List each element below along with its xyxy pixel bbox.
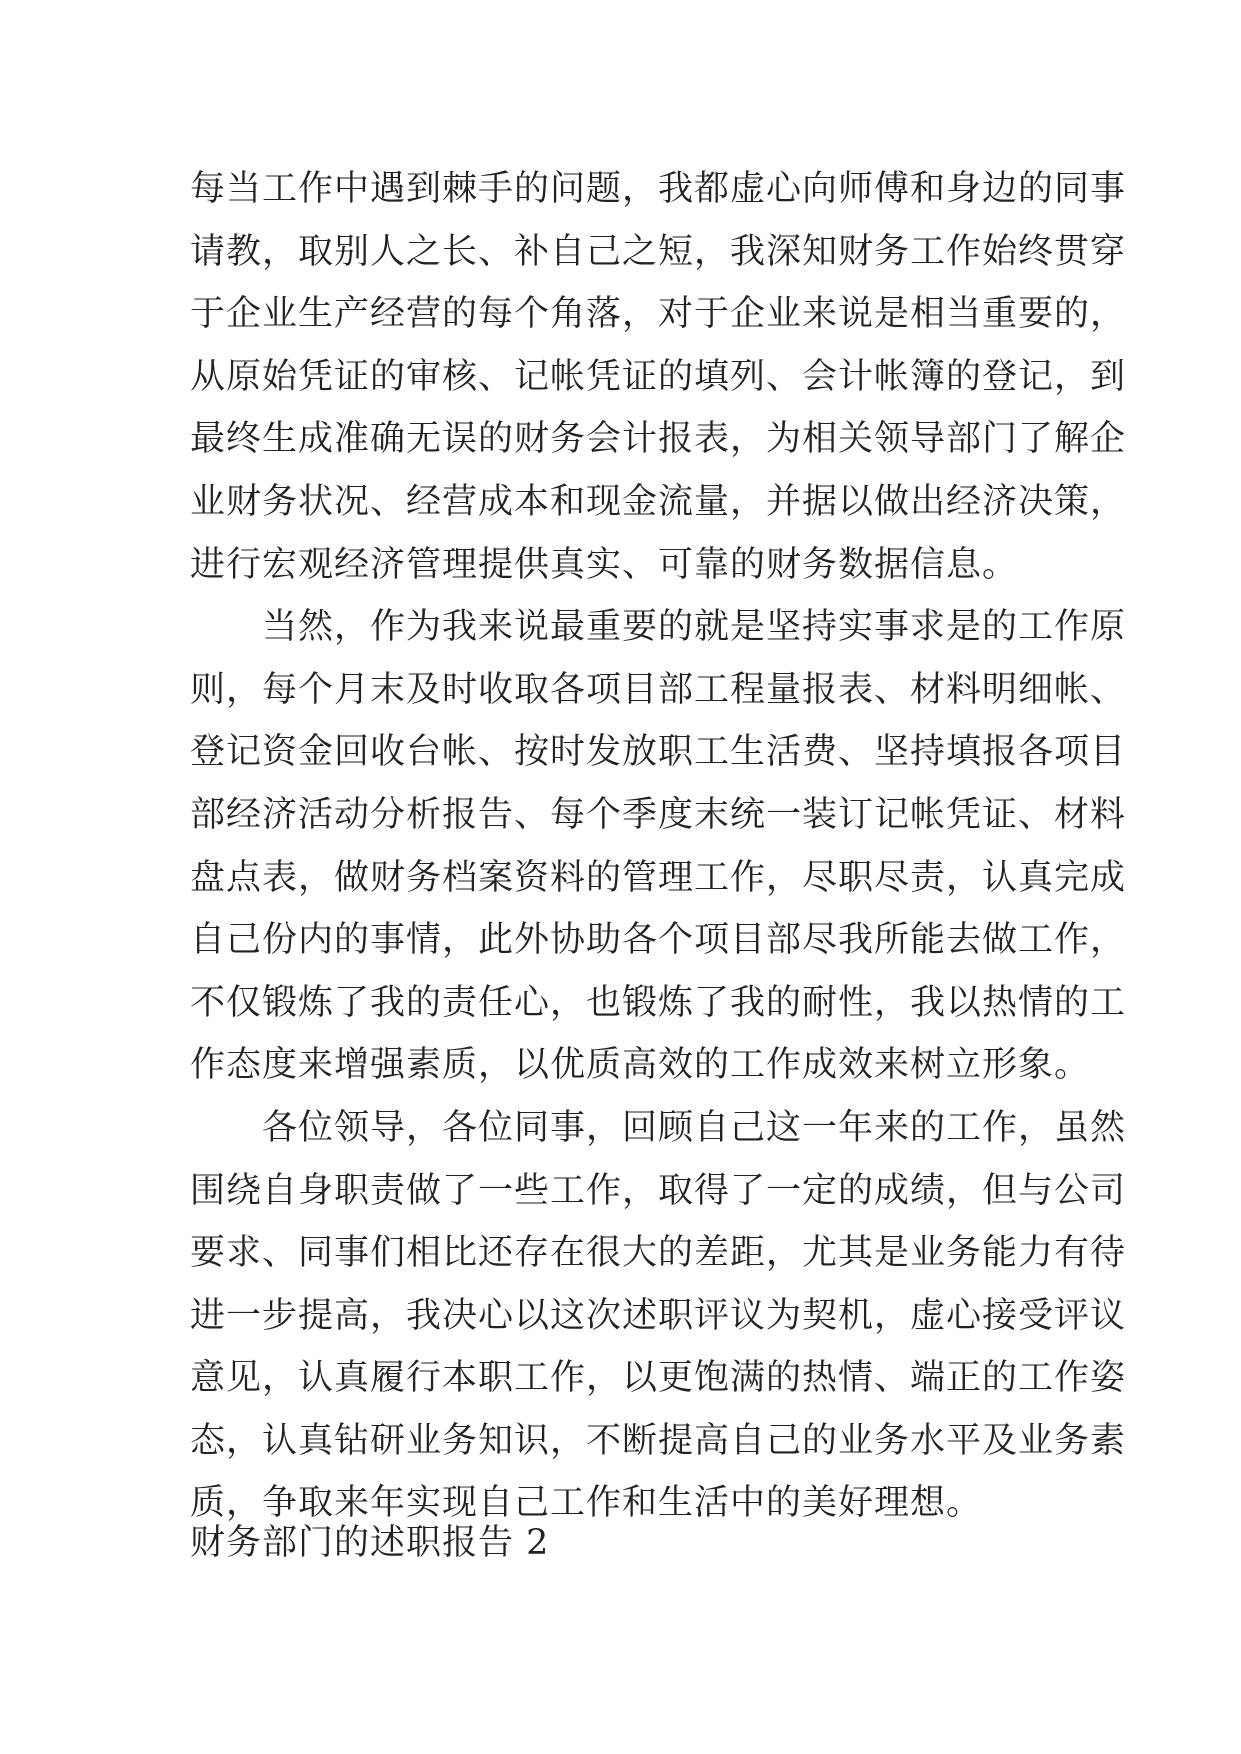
- text-line: 各位领导，各位同事，回顾自己这一年来的工作，虽然: [190, 1107, 1127, 1148]
- text-line: 自己份内的事情，此外协助各个项目部尽我所能去做工作，: [190, 920, 1127, 961]
- text-line: 请教，取别人之长、补自己之短，我深知财务工作始终贯穿: [190, 231, 1127, 272]
- text-line: 态，认真钻研业务知识，不断提高自己的业务水平及业务素: [190, 1420, 1127, 1461]
- text-line: 部经济活动分析报告、每个季度末统一装订记帐凭证、材料: [190, 794, 1127, 835]
- text-line: 要求、同事们相比还存在很大的差距，尤其是业务能力有待: [190, 1233, 1127, 1274]
- text-line: 每当工作中遇到棘手的问题，我都虚心向师傅和身边的同事: [190, 169, 1127, 209]
- text-line: 质，争取来年实现自己工作和生活中的美好理想。: [190, 1483, 983, 1524]
- text-line: 于企业生产经营的每个角落，对于企业来说是相当重要的，: [190, 294, 1127, 335]
- text-line: 从原始凭证的审核、记帐凭证的填列、会计帐簿的登记，到: [190, 356, 1127, 397]
- text-line: 意见，认真履行本职工作，以更饱满的热情、端正的工作姿: [190, 1358, 1127, 1399]
- section-heading: 财务部门的述职报告 2: [190, 1523, 550, 1563]
- text-line: 不仅锻炼了我的责任心，也锻炼了我的耐性，我以热情的工: [190, 982, 1127, 1023]
- text-line: 围绕自身职责做了一些工作，取得了一定的成绩，但与公司: [190, 1170, 1127, 1211]
- report-body: [190, 158, 1127, 1535]
- text-line: 当然，作为我来说最重要的就是坚持实事求是的工作原: [190, 607, 1127, 648]
- text-line: 业财务状况、经营成本和现金流量，并据以做出经济决策，: [190, 481, 1127, 522]
- text-line: 作态度来增强素质，以优质高效的工作成效来树立形象。: [190, 1045, 1091, 1086]
- text-line: 盘点表，做财务档案资料的管理工作，尽职尽责，认真完成: [190, 857, 1127, 898]
- text-line: 登记资金回收台帐、按时发放职工生活费、坚持填报各项目: [190, 732, 1127, 773]
- text-line: 最终生成准确无误的财务会计报表，为相关领导部门了解企: [190, 419, 1127, 460]
- text-line: 进一步提高，我决心以这次述职评议为契机，虚心接受评议: [190, 1295, 1127, 1336]
- text-line: 则，每个月末及时收取各项目部工程量报表、材料明细帐、: [190, 669, 1127, 710]
- text-line: 进行宏观经济管理提供真实、可靠的财务数据信息。: [190, 544, 1019, 585]
